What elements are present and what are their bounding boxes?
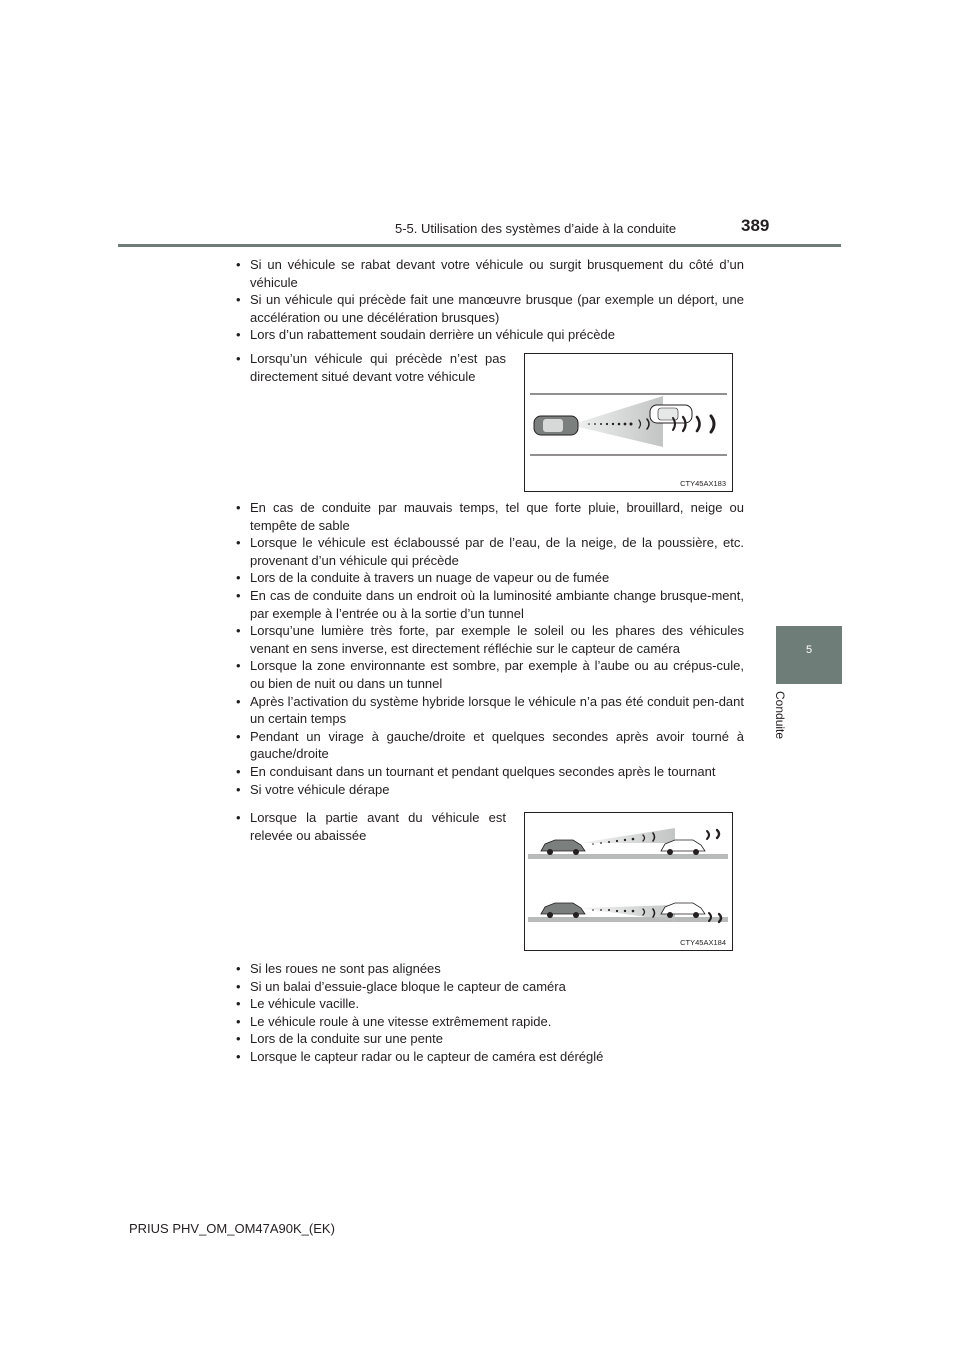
bullet-dot: • xyxy=(236,292,241,308)
list-item-text: Si un véhicule se rabat devant votre véhicule ou surgit brusquement du côté d’un véhicule xyxy=(250,257,744,290)
bullet-list-middle xyxy=(232,499,744,798)
list-item xyxy=(232,350,506,385)
list-item-text: En conduisant dans un tournant et pendant quelques secondes après le tournant xyxy=(250,763,716,779)
list-item xyxy=(232,534,744,569)
bullet-dot: • xyxy=(236,327,241,343)
list-item-text: Lorsque le capteur radar ou le capteur de caméra est déréglé xyxy=(250,1048,604,1064)
bullet-dot: • xyxy=(236,257,241,272)
document-footer: PRIUS PHV_OM_OM47A90K_(EK) xyxy=(129,1221,335,1236)
list-item-text: Lors de la conduite sur une pente xyxy=(250,1031,443,1047)
list-item xyxy=(232,693,744,728)
list-item xyxy=(232,1030,744,1048)
bullet-list-top xyxy=(232,256,744,344)
pitched-vehicle-illustration xyxy=(525,813,732,950)
list-item-text: Le véhicule vacille. xyxy=(250,996,360,1012)
list-item xyxy=(232,291,744,326)
list-item xyxy=(232,809,506,844)
list-item xyxy=(232,763,744,781)
list-item-text: Lorsque la zone environnante est sombre, par exemple à l’aube ou au crépus-cule, ou bien de nuit ou dans un tunnel xyxy=(250,658,744,691)
bullet-dot: • xyxy=(236,570,241,586)
list-item xyxy=(232,978,744,996)
list-item xyxy=(232,1013,744,1031)
list-item xyxy=(232,657,744,692)
bullet-list-bottom xyxy=(232,960,744,1066)
bullet-dot: • xyxy=(236,500,241,515)
list-item-text: Si un balai d’essuie-glace bloque le capteur de caméra xyxy=(250,978,566,994)
list-item xyxy=(232,569,744,587)
list-item xyxy=(232,995,744,1013)
bullet-dot: • xyxy=(236,810,241,825)
raised-vehicle xyxy=(541,840,585,855)
list-item xyxy=(232,728,744,763)
chapter-number: 5 xyxy=(805,644,813,656)
bullet-dot: • xyxy=(236,535,241,551)
header-divider xyxy=(118,244,841,247)
list-item-text: Lorsqu’un véhicule qui précède n’est pas directement situé devant votre véhicule xyxy=(250,351,506,384)
list-item-text: Lorsque le véhicule est éclaboussé par de l’eau, de la neige, de la poussière, etc. provenant d’un véhicule qui précède xyxy=(250,535,744,568)
bullet-dot: • xyxy=(236,728,241,744)
list-item xyxy=(232,1048,744,1066)
bullet-dot: • xyxy=(236,996,241,1012)
section-title: 5-5. Utilisation des systèmes d’aide à la conduite xyxy=(395,221,677,236)
bullet-dot: • xyxy=(236,1048,241,1064)
list-item-text: En cas de conduite dans un endroit où la luminosité ambiante change brusque-ment, par exemple à l’entrée ou à la sortie d’un tunnel xyxy=(250,587,744,621)
list-item-text: Le véhicule roule à une vitesse extrêmement rapide. xyxy=(250,1013,552,1029)
page-number: 389 xyxy=(741,216,770,235)
list-item xyxy=(232,781,744,799)
list-item-text: Lors de la conduite à travers un nuage de vapeur ou de fumée xyxy=(250,570,610,586)
bullet-list-fig2 xyxy=(232,809,506,844)
list-item-text: Lors d’un rabattement soudain derrière un véhicule qui précède xyxy=(250,327,615,343)
figure-offset-vehicle xyxy=(524,353,733,492)
list-item xyxy=(232,499,744,534)
list-item xyxy=(232,256,744,291)
bullet-dot: • xyxy=(236,658,241,674)
chapter-label xyxy=(773,691,804,751)
bullet-dot: • xyxy=(236,623,241,639)
chapter-label-text: Conduite xyxy=(773,691,787,740)
chapter-tab[interactable] xyxy=(776,626,842,684)
bullet-dot: • xyxy=(236,351,241,366)
list-item-text: Si les roues ne sont pas alignées xyxy=(250,961,441,976)
bullet-dot: • xyxy=(236,587,241,603)
figure-code: CTY45AX183 xyxy=(680,479,726,488)
list-item-text: Lorsque la partie avant du véhicule est relevée ou abaissée xyxy=(250,810,506,843)
bullet-dot: • xyxy=(236,763,241,779)
bullet-list-fig1 xyxy=(232,350,506,385)
figure-code: CTY45AX184 xyxy=(680,938,726,947)
bullet-dot: • xyxy=(236,781,241,797)
bullet-dot: • xyxy=(236,1031,241,1047)
bullet-dot: • xyxy=(236,1013,241,1029)
list-item xyxy=(232,622,744,657)
bullet-dot: • xyxy=(236,978,241,994)
figure-pitched-vehicle xyxy=(524,812,733,951)
list-item xyxy=(232,326,744,344)
lowered-vehicle xyxy=(541,903,585,918)
bullet-dot: • xyxy=(236,961,241,976)
list-item-text: Après l’activation du système hybride lorsque le véhicule n’a pas été conduit pen-dant un certain temps xyxy=(250,693,744,727)
list-item-text: Pendant un virage à gauche/droite et quelques secondes après avoir tourné à gauche/droite xyxy=(250,728,744,762)
list-item xyxy=(232,960,744,978)
offset-vehicle-illustration xyxy=(525,354,732,491)
bullet-dot: • xyxy=(236,693,241,709)
list-item xyxy=(232,587,744,622)
list-item-text: Si un véhicule qui précède fait une manœuvre brusque (par exemple un déport, une accélération ou une décélération brusques) xyxy=(250,292,744,325)
list-item-text: Si votre véhicule dérape xyxy=(250,781,390,797)
list-item-text: En cas de conduite par mauvais temps, tel que forte pluie, brouillard, neige ou tempête de sable xyxy=(250,500,744,533)
own-vehicle xyxy=(534,416,578,435)
list-item-text: Lorsqu’une lumière très forte, par exemple le soleil ou les phares des véhicules venant en sens inverse, est directement réfléchie sur le capteur de caméra xyxy=(250,623,744,656)
